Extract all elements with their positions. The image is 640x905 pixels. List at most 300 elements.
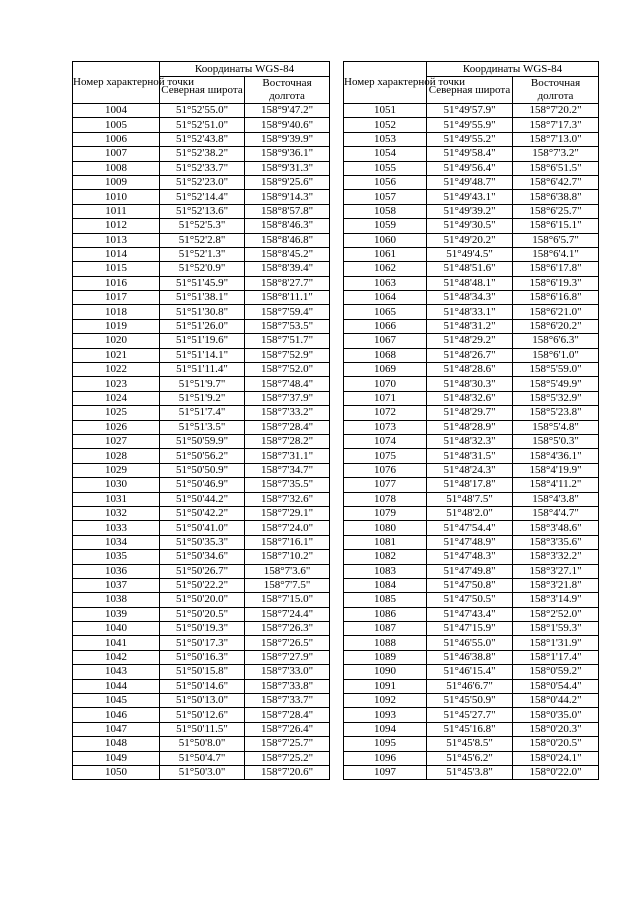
- table-row: [73, 492, 330, 506]
- latitude-cell: 51°45'50.9": [427, 694, 513, 708]
- latitude-cell: 51°50'17.3": [160, 636, 245, 650]
- coordinates-table-left: [72, 61, 330, 780]
- longitude-cell: 158°7'13.0": [513, 132, 599, 146]
- table-row: [344, 463, 599, 477]
- latitude-cell: 51°47'15.9": [427, 622, 513, 636]
- table-row: [73, 694, 330, 708]
- longitude-cell: 158°6'38.8": [513, 190, 599, 204]
- latitude-cell: 51°48'30.3": [427, 377, 513, 391]
- latitude-cell: 51°51'11.4": [160, 363, 245, 377]
- longitude-cell: 158°7'31.1": [245, 449, 330, 463]
- table-row: [73, 219, 330, 233]
- point-number-cell: 1078: [344, 492, 427, 506]
- longitude-cell: 158°7'26.4": [245, 722, 330, 736]
- table-row: [73, 434, 330, 448]
- longitude-cell: 158°5'4.8": [513, 420, 599, 434]
- longitude-cell: 158°3'27.1": [513, 564, 599, 578]
- point-number-cell: 1018: [73, 305, 160, 319]
- longitude-cell: 158°7'20.2": [513, 104, 599, 118]
- table-row: [344, 204, 599, 218]
- latitude-cell: 51°51'26.0": [160, 319, 245, 333]
- latitude-cell: 51°45'8.5": [427, 737, 513, 751]
- latitude-cell: 51°48'26.7": [427, 348, 513, 362]
- longitude-cell: 158°5'23.8": [513, 406, 599, 420]
- longitude-cell: 158°5'0.3": [513, 434, 599, 448]
- table-row: [73, 650, 330, 664]
- point-number-cell: 1055: [344, 161, 427, 175]
- table-row: [73, 363, 330, 377]
- longitude-cell: 158°5'59.0": [513, 363, 599, 377]
- table-row: [73, 247, 330, 261]
- point-number-cell: 1010: [73, 190, 160, 204]
- longitude-cell: 158°7'15.0": [245, 593, 330, 607]
- table-row: [73, 622, 330, 636]
- longitude-cell: 158°4'11.2": [513, 478, 599, 492]
- longitude-cell: 158°7'28.2": [245, 434, 330, 448]
- longitude-cell: 158°7'51.7": [245, 334, 330, 348]
- table-row: [344, 550, 599, 564]
- longitude-cell: 158°9'25.6": [245, 175, 330, 189]
- table-row: [344, 708, 599, 722]
- table-row: [73, 535, 330, 549]
- latitude-cell: 51°47'49.8": [427, 564, 513, 578]
- point-number-cell: 1029: [73, 463, 160, 477]
- point-number-cell: 1069: [344, 363, 427, 377]
- point-number-cell: 1046: [73, 708, 160, 722]
- table-row: [344, 276, 599, 290]
- longitude-cell: 158°7'10.2": [245, 550, 330, 564]
- point-number-cell: 1035: [73, 550, 160, 564]
- longitude-cell: 158°7'16.1": [245, 535, 330, 549]
- latitude-cell: 51°46'55.0": [427, 636, 513, 650]
- latitude-cell: 51°52'2.8": [160, 233, 245, 247]
- point-number-cell: 1083: [344, 564, 427, 578]
- latitude-cell: 51°48'7.5": [427, 492, 513, 506]
- longitude-cell: 158°8'27.7": [245, 276, 330, 290]
- point-number-cell: 1060: [344, 233, 427, 247]
- longitude-cell: 158°9'36.1": [245, 147, 330, 161]
- longitude-cell: 158°0'54.4": [513, 679, 599, 693]
- table-row: [73, 132, 330, 146]
- longitude-cell: 158°7'25.2": [245, 751, 330, 765]
- longitude-cell: 158°8'46.3": [245, 219, 330, 233]
- table-row: [344, 262, 599, 276]
- point-number-cell: 1073: [344, 420, 427, 434]
- point-number-cell: 1080: [344, 521, 427, 535]
- table-row: [73, 276, 330, 290]
- point-number-cell: 1087: [344, 622, 427, 636]
- longitude-cell: 158°0'59.2": [513, 665, 599, 679]
- table-row: [73, 564, 330, 578]
- latitude-cell: 51°50'44.2": [160, 492, 245, 506]
- point-number-cell: 1034: [73, 535, 160, 549]
- longitude-cell: 158°9'40.6": [245, 118, 330, 132]
- longitude-cell: 158°7'32.6": [245, 492, 330, 506]
- latitude-cell: 51°49'48.7": [427, 175, 513, 189]
- latitude-cell: 51°50'15.8": [160, 665, 245, 679]
- latitude-cell: 51°50'50.9": [160, 463, 245, 477]
- table-row: [344, 679, 599, 693]
- table-row: [73, 161, 330, 175]
- table-row: [344, 391, 599, 405]
- latitude-cell: 51°52'51.0": [160, 118, 245, 132]
- latitude-cell: 51°52'43.8": [160, 132, 245, 146]
- table-row: [344, 118, 599, 132]
- latitude-header: Северная широта: [160, 77, 245, 104]
- table-row: [344, 751, 599, 765]
- table-row: [344, 737, 599, 751]
- point-number-cell: 1007: [73, 147, 160, 161]
- latitude-cell: 51°48'2.0": [427, 506, 513, 520]
- longitude-cell: 158°7'29.1": [245, 506, 330, 520]
- table-row: [73, 708, 330, 722]
- longitude-cell: 158°8'45.2": [245, 247, 330, 261]
- point-number-cell: 1019: [73, 319, 160, 333]
- table-row: [73, 420, 330, 434]
- table-row: [344, 406, 599, 420]
- latitude-cell: 51°51'30.8": [160, 305, 245, 319]
- table-row: [73, 204, 330, 218]
- longitude-cell: 158°6'1.0": [513, 348, 599, 362]
- point-number-cell: 1084: [344, 578, 427, 592]
- latitude-cell: 51°46'6.7": [427, 679, 513, 693]
- longitude-cell: 158°7'33.8": [245, 679, 330, 693]
- longitude-cell: 158°0'20.3": [513, 722, 599, 736]
- longitude-cell: 158°7'33.0": [245, 665, 330, 679]
- coords-group-header: Координаты WGS-84: [160, 62, 330, 77]
- point-number-cell: 1062: [344, 262, 427, 276]
- latitude-cell: 51°50'20.5": [160, 607, 245, 621]
- table-row: [73, 521, 330, 535]
- latitude-cell: 51°51'9.7": [160, 377, 245, 391]
- latitude-cell: 51°49'4.5": [427, 247, 513, 261]
- point-number-cell: 1025: [73, 406, 160, 420]
- table-row: [344, 161, 599, 175]
- latitude-cell: 51°52'14.4": [160, 190, 245, 204]
- latitude-cell: 51°48'31.2": [427, 319, 513, 333]
- latitude-cell: 51°47'50.8": [427, 578, 513, 592]
- table-row: [344, 434, 599, 448]
- latitude-cell: 51°48'31.5": [427, 449, 513, 463]
- longitude-cell: 158°6'6.3": [513, 334, 599, 348]
- point-number-cell: 1088: [344, 636, 427, 650]
- longitude-cell: 158°9'14.3": [245, 190, 330, 204]
- longitude-cell: 158°7'28.4": [245, 420, 330, 434]
- longitude-cell: 158°0'35.0": [513, 708, 599, 722]
- latitude-cell: 51°50'13.0": [160, 694, 245, 708]
- longitude-cell: 158°3'35.6": [513, 535, 599, 549]
- table-row: [344, 636, 599, 650]
- point-number-cell: 1085: [344, 593, 427, 607]
- coords-group-header: Координаты WGS-84: [427, 62, 599, 77]
- longitude-cell: 158°7'53.5": [245, 319, 330, 333]
- point-number-cell: 1016: [73, 276, 160, 290]
- longitude-cell: 158°7'33.2": [245, 406, 330, 420]
- table-row: [344, 478, 599, 492]
- latitude-cell: 51°48'51.6": [427, 262, 513, 276]
- table-row: [344, 420, 599, 434]
- table-row: [344, 622, 599, 636]
- point-number-cell: 1063: [344, 276, 427, 290]
- point-number-cell: 1020: [73, 334, 160, 348]
- latitude-cell: 51°52'0.9": [160, 262, 245, 276]
- latitude-cell: 51°49'43.1": [427, 190, 513, 204]
- latitude-cell: 51°50'3.0": [160, 765, 245, 779]
- latitude-cell: 51°50'8.0": [160, 737, 245, 751]
- point-number-cell: 1057: [344, 190, 427, 204]
- point-number-cell: 1050: [73, 765, 160, 779]
- table-row: [344, 449, 599, 463]
- point-number-cell: 1026: [73, 420, 160, 434]
- latitude-cell: 51°47'48.9": [427, 535, 513, 549]
- point-number-cell: 1039: [73, 607, 160, 621]
- table-row: [344, 506, 599, 520]
- latitude-cell: 51°49'55.9": [427, 118, 513, 132]
- longitude-cell: 158°7'37.9": [245, 391, 330, 405]
- latitude-cell: 51°45'16.8": [427, 722, 513, 736]
- latitude-cell: 51°47'48.3": [427, 550, 513, 564]
- point-number-cell: 1072: [344, 406, 427, 420]
- point-number-cell: 1053: [344, 132, 427, 146]
- point-number-cell: 1038: [73, 593, 160, 607]
- longitude-cell: 158°3'48.6": [513, 521, 599, 535]
- table-row: [73, 291, 330, 305]
- latitude-cell: 51°48'29.7": [427, 406, 513, 420]
- longitude-cell: 158°7'7.5": [245, 578, 330, 592]
- longitude-cell: 158°7'52.9": [245, 348, 330, 362]
- longitude-cell: 158°4'36.1": [513, 449, 599, 463]
- table-row: [344, 593, 599, 607]
- table-row: [344, 650, 599, 664]
- table-row: [344, 132, 599, 146]
- point-number-cell: 1012: [73, 219, 160, 233]
- point-number-cell: 1013: [73, 233, 160, 247]
- table-row: [73, 175, 330, 189]
- point-number-cell: 1043: [73, 665, 160, 679]
- right-table-body: [344, 104, 599, 780]
- table-row: [344, 219, 599, 233]
- latitude-cell: 51°47'50.5": [427, 593, 513, 607]
- point-number-cell: 1040: [73, 622, 160, 636]
- table-row: [344, 694, 599, 708]
- longitude-cell: 158°8'57.8": [245, 204, 330, 218]
- latitude-cell: 51°51'3.5": [160, 420, 245, 434]
- table-row: [344, 521, 599, 535]
- latitude-cell: 51°49'55.2": [427, 132, 513, 146]
- table-row: [344, 363, 599, 377]
- longitude-cell: 158°7'24.4": [245, 607, 330, 621]
- point-number-cell: 1008: [73, 161, 160, 175]
- longitude-cell: 158°7'34.7": [245, 463, 330, 477]
- latitude-cell: 51°50'46.9": [160, 478, 245, 492]
- point-number-cell: 1004: [73, 104, 160, 118]
- longitude-cell: 158°7'17.3": [513, 118, 599, 132]
- longitude-cell: 158°5'49.9": [513, 377, 599, 391]
- point-number-cell: 1058: [344, 204, 427, 218]
- table-row: [73, 550, 330, 564]
- point-number-cell: 1094: [344, 722, 427, 736]
- latitude-cell: 51°50'22.2": [160, 578, 245, 592]
- longitude-cell: 158°7'27.9": [245, 650, 330, 664]
- latitude-cell: 51°51'9.2": [160, 391, 245, 405]
- table-row: [344, 175, 599, 189]
- point-number-cell: 1097: [344, 765, 427, 779]
- coordinates-table-right: [343, 61, 599, 780]
- point-number-cell: 1037: [73, 578, 160, 592]
- longitude-cell: 158°6'16.8": [513, 291, 599, 305]
- table-row: [73, 751, 330, 765]
- point-number-cell: 1030: [73, 478, 160, 492]
- latitude-cell: 51°45'6.2": [427, 751, 513, 765]
- latitude-cell: 51°48'32.3": [427, 434, 513, 448]
- left-table-body: [73, 104, 330, 780]
- longitude-cell: 158°6'4.1": [513, 247, 599, 261]
- latitude-cell: 51°45'3.8": [427, 765, 513, 779]
- latitude-cell: 51°48'29.2": [427, 334, 513, 348]
- latitude-cell: 51°50'14.6": [160, 679, 245, 693]
- table-row: [73, 104, 330, 118]
- table-row: [73, 765, 330, 779]
- point-number-cell: 1005: [73, 118, 160, 132]
- longitude-cell: 158°6'21.0": [513, 305, 599, 319]
- longitude-cell: 158°7'35.5": [245, 478, 330, 492]
- latitude-cell: 51°50'59.9": [160, 434, 245, 448]
- point-number-cell: 1095: [344, 737, 427, 751]
- latitude-cell: 51°50'19.3": [160, 622, 245, 636]
- latitude-cell: 51°52'33.7": [160, 161, 245, 175]
- point-number-cell: 1022: [73, 363, 160, 377]
- latitude-cell: 51°47'43.4": [427, 607, 513, 621]
- point-number-cell: 1061: [344, 247, 427, 261]
- point-number-cell: 1033: [73, 521, 160, 535]
- longitude-cell: 158°3'21.8": [513, 578, 599, 592]
- point-number-cell: 1047: [73, 722, 160, 736]
- longitude-cell: 158°5'32.9": [513, 391, 599, 405]
- latitude-cell: 51°48'28.6": [427, 363, 513, 377]
- point-number-cell: 1070: [344, 377, 427, 391]
- point-number-cell: 1006: [73, 132, 160, 146]
- table-row: [73, 478, 330, 492]
- latitude-cell: 51°51'38.1": [160, 291, 245, 305]
- point-number-cell: 1086: [344, 607, 427, 621]
- point-number-cell: 1093: [344, 708, 427, 722]
- table-row: [344, 492, 599, 506]
- latitude-cell: 51°46'38.8": [427, 650, 513, 664]
- longitude-cell: 158°0'22.0": [513, 765, 599, 779]
- point-number-cell: 1074: [344, 434, 427, 448]
- latitude-cell: 51°50'41.0": [160, 521, 245, 535]
- longitude-cell: 158°8'39.4": [245, 262, 330, 276]
- latitude-cell: 51°48'48.1": [427, 276, 513, 290]
- latitude-cell: 51°48'17.8": [427, 478, 513, 492]
- table-row: [73, 190, 330, 204]
- point-number-cell: 1079: [344, 506, 427, 520]
- point-number-cell: 1031: [73, 492, 160, 506]
- longitude-header: Восточная долгота: [513, 77, 599, 104]
- table-row: [344, 578, 599, 592]
- table-row: [73, 334, 330, 348]
- point-number-cell: 1049: [73, 751, 160, 765]
- table-row: [344, 147, 599, 161]
- longitude-cell: 158°7'52.0": [245, 363, 330, 377]
- longitude-cell: 158°7'59.4": [245, 305, 330, 319]
- latitude-cell: 51°50'34.6": [160, 550, 245, 564]
- latitude-cell: 51°49'39.2": [427, 204, 513, 218]
- point-number-cell: 1051: [344, 104, 427, 118]
- latitude-cell: 51°49'58.4": [427, 147, 513, 161]
- longitude-cell: 158°4'4.7": [513, 506, 599, 520]
- point-number-header: Номер характерной точки: [344, 62, 427, 104]
- latitude-cell: 51°46'15.4": [427, 665, 513, 679]
- point-number-cell: 1076: [344, 463, 427, 477]
- longitude-header: Восточная долгота: [245, 77, 330, 104]
- longitude-cell: 158°1'59.3": [513, 622, 599, 636]
- latitude-cell: 51°51'45.9": [160, 276, 245, 290]
- table-row: [73, 147, 330, 161]
- table-row: [73, 449, 330, 463]
- point-number-cell: 1036: [73, 564, 160, 578]
- table-row: [344, 665, 599, 679]
- table-row: [73, 607, 330, 621]
- latitude-cell: 51°52'1.3": [160, 247, 245, 261]
- latitude-cell: 51°48'24.3": [427, 463, 513, 477]
- point-number-cell: 1045: [73, 694, 160, 708]
- table-row: [73, 348, 330, 362]
- point-number-cell: 1042: [73, 650, 160, 664]
- point-number-cell: 1023: [73, 377, 160, 391]
- point-number-cell: 1017: [73, 291, 160, 305]
- point-number-cell: 1075: [344, 449, 427, 463]
- point-number-header: Номер характерной точки: [73, 62, 160, 104]
- longitude-cell: 158°6'20.2": [513, 319, 599, 333]
- longitude-cell: 158°7'33.7": [245, 694, 330, 708]
- point-number-cell: 1015: [73, 262, 160, 276]
- latitude-cell: 51°50'56.2": [160, 449, 245, 463]
- point-number-cell: 1014: [73, 247, 160, 261]
- latitude-cell: 51°48'34.3": [427, 291, 513, 305]
- point-number-cell: 1064: [344, 291, 427, 305]
- point-number-cell: 1056: [344, 175, 427, 189]
- point-number-cell: 1068: [344, 348, 427, 362]
- point-number-cell: 1092: [344, 694, 427, 708]
- table-row: [73, 679, 330, 693]
- table-row: [73, 233, 330, 247]
- table-row: [73, 406, 330, 420]
- table-row: [73, 506, 330, 520]
- point-number-cell: 1041: [73, 636, 160, 650]
- table-row: [344, 722, 599, 736]
- table-row: [73, 305, 330, 319]
- point-number-cell: 1027: [73, 434, 160, 448]
- table-row: [344, 334, 599, 348]
- table-row: [344, 564, 599, 578]
- latitude-cell: 51°51'7.4": [160, 406, 245, 420]
- table-row: [73, 391, 330, 405]
- table-row: [344, 319, 599, 333]
- longitude-cell: 158°7'3.2": [513, 147, 599, 161]
- table-row: [344, 104, 599, 118]
- longitude-cell: 158°7'26.3": [245, 622, 330, 636]
- latitude-cell: 51°51'14.1": [160, 348, 245, 362]
- longitude-cell: 158°1'31.9": [513, 636, 599, 650]
- latitude-cell: 51°49'56.4": [427, 161, 513, 175]
- point-number-cell: 1067: [344, 334, 427, 348]
- latitude-cell: 51°49'30.5": [427, 219, 513, 233]
- table-row: [344, 233, 599, 247]
- latitude-cell: 51°45'27.7": [427, 708, 513, 722]
- longitude-cell: 158°3'32.2": [513, 550, 599, 564]
- longitude-cell: 158°4'3.8": [513, 492, 599, 506]
